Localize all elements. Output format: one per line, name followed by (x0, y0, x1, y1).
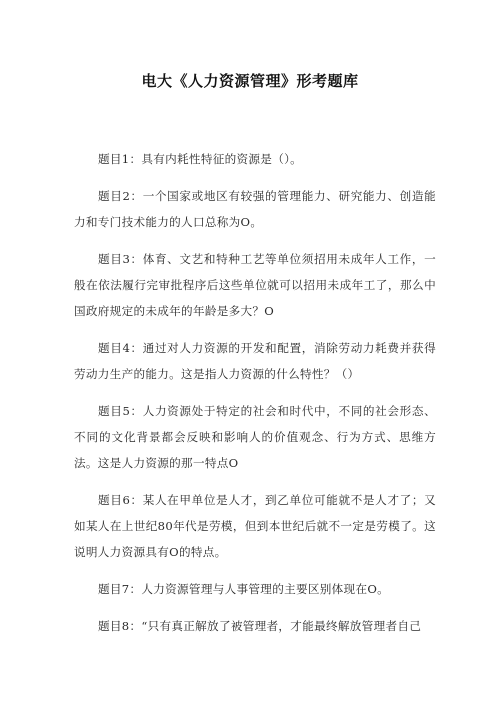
question-item: 题目5：人力资源处于特定的社会和时代中，不同的社会形态、不同的文化背景都会反映和影响人的价值观念、行为方式、思维方法。这是人力资源的那一特点O (74, 404, 436, 470)
question-list (74, 146, 436, 650)
question-item: 题目4：通过对人力资源的开发和配置，消除劳动力耗费并获得劳动力生产的能力。这是指人力资源的什么特性？（） (74, 341, 436, 381)
question-item: 题目1：具有内耗性特征的资源是（）。 (98, 152, 303, 166)
question-item: 题目2：一个国家或地区有较强的管理能力、研究能力、创造能力和专门技术能力的人口总称为O。 (74, 189, 436, 229)
question-item: 题目7：人力资源管理与人事管理的主要区别体现在O。 (98, 582, 390, 596)
question-item: 题目6：某人在甲单位是人才，到乙单位可能就不是人才了；又如某人在上世纪80年代是劳模，但到本世纪后就不一定是劳模了。这说明人力资源具有O的特点。 (74, 493, 436, 559)
document-title: 电大《人力资源管理》形考题库 (141, 72, 359, 90)
question-item: 题目3：体育、文艺和特种工艺等单位须招用未成年人工作，一般在依法履行完审批程序后这些单位就可以招用未成年工了，那么中国政府规定的未成年的年龄是多大？O (74, 252, 436, 318)
question-item: 题目8：“只有真正解放了被管理者，才能最终解放管理者自己 (98, 619, 422, 633)
